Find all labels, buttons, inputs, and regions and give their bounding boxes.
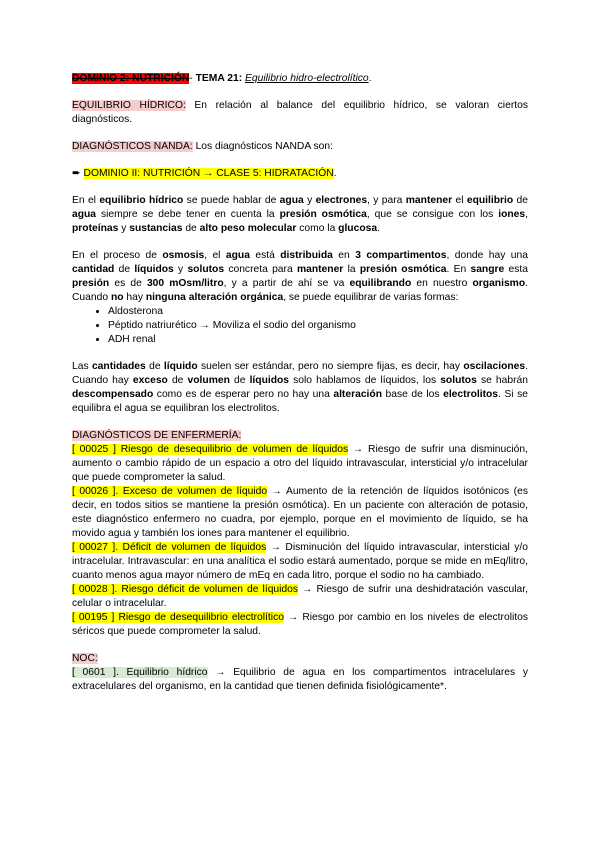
bold-term: 300 mOsm/litro (146, 278, 224, 289)
bold-term: oscilaciones (463, 361, 526, 372)
noc-label-line (72, 652, 528, 666)
dominio-line (72, 167, 528, 181)
diagnosis-text: → Disminución del líquido intravascular, intersticial y/o intracelular. Intravascular: en una analítica el sodio estará aumentado, porque se mide en mEq/litro, cuanto menos agua mayor número de mEq en cada litro, porque el sodio no ha cambiado. (72, 542, 528, 581)
list-item: • Aldosterona (108, 305, 528, 319)
text-run: hay (123, 292, 146, 303)
text-run: de (167, 375, 188, 386)
diagnosis-item (72, 583, 528, 611)
equilibrio-label: EQUILIBRIO HÍDRICO: (72, 100, 186, 111)
bold-term: líquidos (134, 264, 174, 275)
bold-term: agua (72, 209, 97, 220)
bold-term: presión (72, 278, 110, 289)
text-run: suelen ser estándar, pero no siempre fijas, es decir, hay (197, 361, 464, 372)
bold-term: equilibrio (466, 195, 514, 206)
text-run: como la (296, 223, 339, 234)
text-run: el (452, 195, 467, 206)
text-run: está (249, 250, 281, 261)
bold-term: proteínas (72, 223, 119, 234)
equilibrio-paragraph (72, 99, 528, 127)
bold-term: cantidades (91, 361, 146, 372)
text-run: , se puede equilibrar de varias formas: (283, 292, 459, 303)
text-run: de (229, 375, 250, 386)
text-run: , y a partir de ahí se va (223, 278, 350, 289)
text-run: de (145, 361, 164, 372)
bold-term: líquidos (249, 375, 290, 386)
bold-term: mantener (405, 195, 453, 206)
text-run: en (332, 250, 356, 261)
text-run: , que se consigue con los (366, 209, 499, 220)
noc-code: [ 0601 ]. Equilibrio hídrico (72, 667, 208, 678)
diagnosis-text: → Riesgo por cambio en los niveles de electrolitos séricos que puede comprometer la salud. (72, 612, 529, 637)
title-dash: - (189, 73, 193, 84)
bold-term: volumen (187, 375, 230, 386)
text-run: es de (109, 278, 147, 289)
text-run: En el (72, 195, 100, 206)
bold-term: osmosis (162, 250, 205, 261)
diagnosis-item (72, 485, 528, 541)
nanda-paragraph (72, 140, 528, 154)
text-run: , y para (367, 195, 406, 206)
list-item: • ADH renal (108, 333, 528, 347)
tema-label: TEMA 21: (195, 73, 243, 84)
enfermeria-label-line (72, 429, 528, 443)
text-run: se habrán (476, 375, 528, 386)
title-period: . (368, 73, 372, 84)
paragraph-equilibrio-hidrico (72, 194, 528, 236)
text-run: concreta para (224, 264, 297, 275)
bold-term: solutos (187, 264, 225, 275)
text-run: En el proceso de (72, 250, 163, 261)
text-run: y (118, 223, 130, 234)
diagnosis-code: [ 00028 ]. Riesgo déficit de volumen de líquidos (72, 584, 299, 595)
text-run: de (513, 195, 528, 206)
bold-term: descompensado (72, 389, 154, 400)
bold-term: agua (279, 195, 304, 206)
diagnosis-code: [ 00195 ] Riesgo de desequilibrio electrolítico (72, 612, 284, 623)
noc-text: → Equilibrio de agua en los compartimentos intracelulares y extracelulares del organismo, en la cantidad que tienen definida fisiológicamente*. (72, 667, 528, 692)
paragraph-osmosis (72, 249, 528, 305)
bold-term: líquido (163, 361, 198, 372)
bold-term: cantidad (72, 264, 115, 275)
bold-term: organismo (472, 278, 526, 289)
text-run: . Cuando hay (72, 361, 528, 386)
diagnosis-item (72, 443, 528, 485)
text-run: . (377, 223, 380, 234)
regulation-list (72, 305, 528, 347)
nanda-label: DIAGNÓSTICOS NANDA: (72, 141, 193, 152)
paragraph-cantidades (72, 360, 528, 416)
noc-label: NOC: (72, 653, 98, 664)
nanda-text: Los diagnósticos NANDA son: (192, 141, 333, 152)
bold-term: distribuida (280, 250, 333, 261)
text-run: . Cuando (72, 278, 528, 303)
text-run: y (303, 195, 316, 206)
bold-term: presión osmótica (359, 264, 447, 275)
bold-term: electrones (315, 195, 368, 206)
tema-title: Equilibrio hidro-electrolítico (245, 73, 369, 84)
text-run: . Si se equilibra el agua se equilibran los electrolitos. (72, 389, 528, 414)
text-run: , (525, 209, 528, 220)
bold-term: glucosa (338, 223, 378, 234)
text-run: , el (204, 250, 226, 261)
dominio-text: DOMINIO II: NUTRICIÓN → CLASE 5: HIDRATACIÓN (83, 168, 334, 179)
text-run: . En (446, 264, 471, 275)
bold-term: sangre (470, 264, 505, 275)
bold-term: electrolitos (443, 389, 499, 400)
text-run: solo hablamos de líquidos, los (289, 375, 441, 386)
bold-term: alto peso molecular (199, 223, 297, 234)
enfermeria-label: DIAGNÓSTICOS DE ENFERMERÍA: (72, 430, 242, 441)
text-run: en nuestro (411, 278, 473, 289)
diagnosis-item (72, 541, 528, 583)
text-run: la (343, 264, 360, 275)
list-item: • Péptido natriurético → Moviliza el sodio del organismo (108, 319, 528, 333)
diagnosis-text: → Aumento de la retención de líquidos isotónicos (es decir, en todos sitios se mantiene la presión osmótica). En un paciente con alteración de potasio, este diagnóstico enfermero no cuadra, por ejemplo, porque en el movimiento de líquido, se ha movido agua y también los iones para mantener el equilibrio. (72, 486, 528, 539)
dominio-period: . (333, 168, 337, 179)
diagnosis-code: [ 00026 ]. Exceso de volumen de líquido (72, 486, 268, 497)
arrow-icon: ➨ (72, 168, 81, 179)
bold-term: equilibrio hídrico (99, 195, 184, 206)
text-run: de (182, 223, 200, 234)
text-run: , donde hay una (446, 250, 528, 261)
bold-term: 3 compartimentos (355, 250, 447, 261)
diagnosis-code: [ 00025 ] Riesgo de desequilibrio de volumen de líquidos (72, 444, 349, 455)
diagnosis-item (72, 611, 528, 639)
text-run: base de los (382, 389, 444, 400)
diagnosis-code: [ 00027 ]. Déficit de volumen de líquidos (72, 542, 267, 553)
domain-label: DOMINIO 2: NUTRICIÓN (72, 73, 190, 84)
bold-term: alteración (333, 389, 382, 400)
text-run: Las (72, 361, 92, 372)
bold-term: sustancias (129, 223, 183, 234)
bold-term: iones (498, 209, 526, 220)
equilibrio-text: En relación al balance del equilibrio hídrico, se valoran ciertos diagnósticos. (72, 100, 528, 125)
bold-term: solutos (440, 375, 477, 386)
text-run: como es de esperar pero no hay una (153, 389, 334, 400)
text-run: esta (504, 264, 528, 275)
bold-term: presión osmótica (279, 209, 367, 220)
text-run: siempre se debe tener en cuenta la (96, 209, 280, 220)
bold-term: equilibrando (349, 278, 412, 289)
text-run: y (173, 264, 188, 275)
bold-term: mantener (296, 264, 344, 275)
bold-term: agua (225, 250, 250, 261)
bold-term: ninguna alteración orgánica (145, 292, 284, 303)
text-run: se puede hablar de (183, 195, 280, 206)
document-page (72, 72, 528, 694)
diagnosis-text: → Riesgo de sufrir una disminución, aumento o cambio rápido de un espacio a otro del líquido intravascular, intersticial y/o intracelular que puede comprometer la salud. (72, 444, 528, 483)
text-run: de (114, 264, 135, 275)
bold-term: exceso (132, 375, 168, 386)
diagnosis-text: → Riesgo de sufrir una deshidratación vascular, celular o intracelular. (72, 584, 529, 609)
title-line (72, 72, 528, 86)
bold-term: no (110, 292, 124, 303)
noc-item (72, 666, 528, 694)
